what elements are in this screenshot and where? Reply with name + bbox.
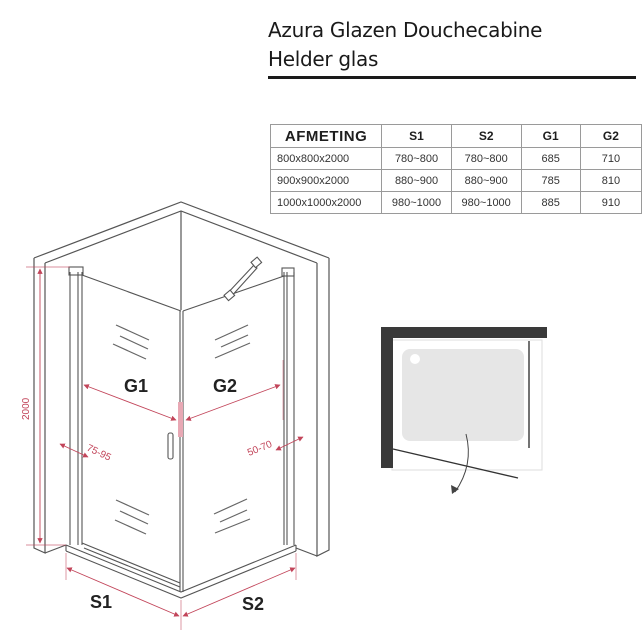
door-handle-icon xyxy=(168,433,173,459)
label-right-adjust: 50-70 xyxy=(246,439,274,459)
cell-size: 1000x1000x2000 xyxy=(271,192,382,214)
cell-g1: 685 xyxy=(521,148,580,170)
cell-size: 800x800x2000 xyxy=(271,148,382,170)
shower-tray xyxy=(402,349,524,441)
cell-g2: 810 xyxy=(580,170,641,192)
header-g1: G1 xyxy=(521,125,580,148)
cell-g2: 910 xyxy=(580,192,641,214)
plan-view xyxy=(381,327,547,494)
door-plan xyxy=(393,449,518,478)
label-left-adjust: 75-95 xyxy=(84,442,113,464)
cell-g2: 710 xyxy=(580,148,641,170)
stabilizer-bar-icon xyxy=(224,257,262,301)
label-g2: G2 xyxy=(213,376,238,396)
door-corner-post xyxy=(180,311,183,592)
swing-arrow-icon xyxy=(455,434,468,492)
product-title: Azura Glazen Douchecabine xyxy=(268,18,543,42)
cell-size: 900x900x2000 xyxy=(271,170,382,192)
base-tray xyxy=(66,543,296,598)
label-g1: G1 xyxy=(124,376,149,396)
label-height: 2000 xyxy=(21,397,32,420)
header-afmeting: AFMETING xyxy=(271,125,382,148)
cell-g1: 785 xyxy=(521,170,580,192)
cell-s1: 980~1000 xyxy=(382,192,452,214)
label-s2: S2 xyxy=(242,594,265,614)
header-s1: S1 xyxy=(382,125,452,148)
cell-s2: 880~900 xyxy=(451,170,521,192)
cell-s1: 880~900 xyxy=(382,170,452,192)
cell-s2: 980~1000 xyxy=(451,192,521,214)
left-panel xyxy=(69,267,181,545)
product-subtitle: Helder glas xyxy=(268,47,379,71)
cell-s1: 780~800 xyxy=(382,148,452,170)
cell-g1: 885 xyxy=(521,192,580,214)
cell-s2: 780~800 xyxy=(451,148,521,170)
header-s2: S2 xyxy=(451,125,521,148)
label-s1: S1 xyxy=(90,592,113,612)
header-g2: G2 xyxy=(580,125,641,148)
drain-icon xyxy=(410,354,420,364)
